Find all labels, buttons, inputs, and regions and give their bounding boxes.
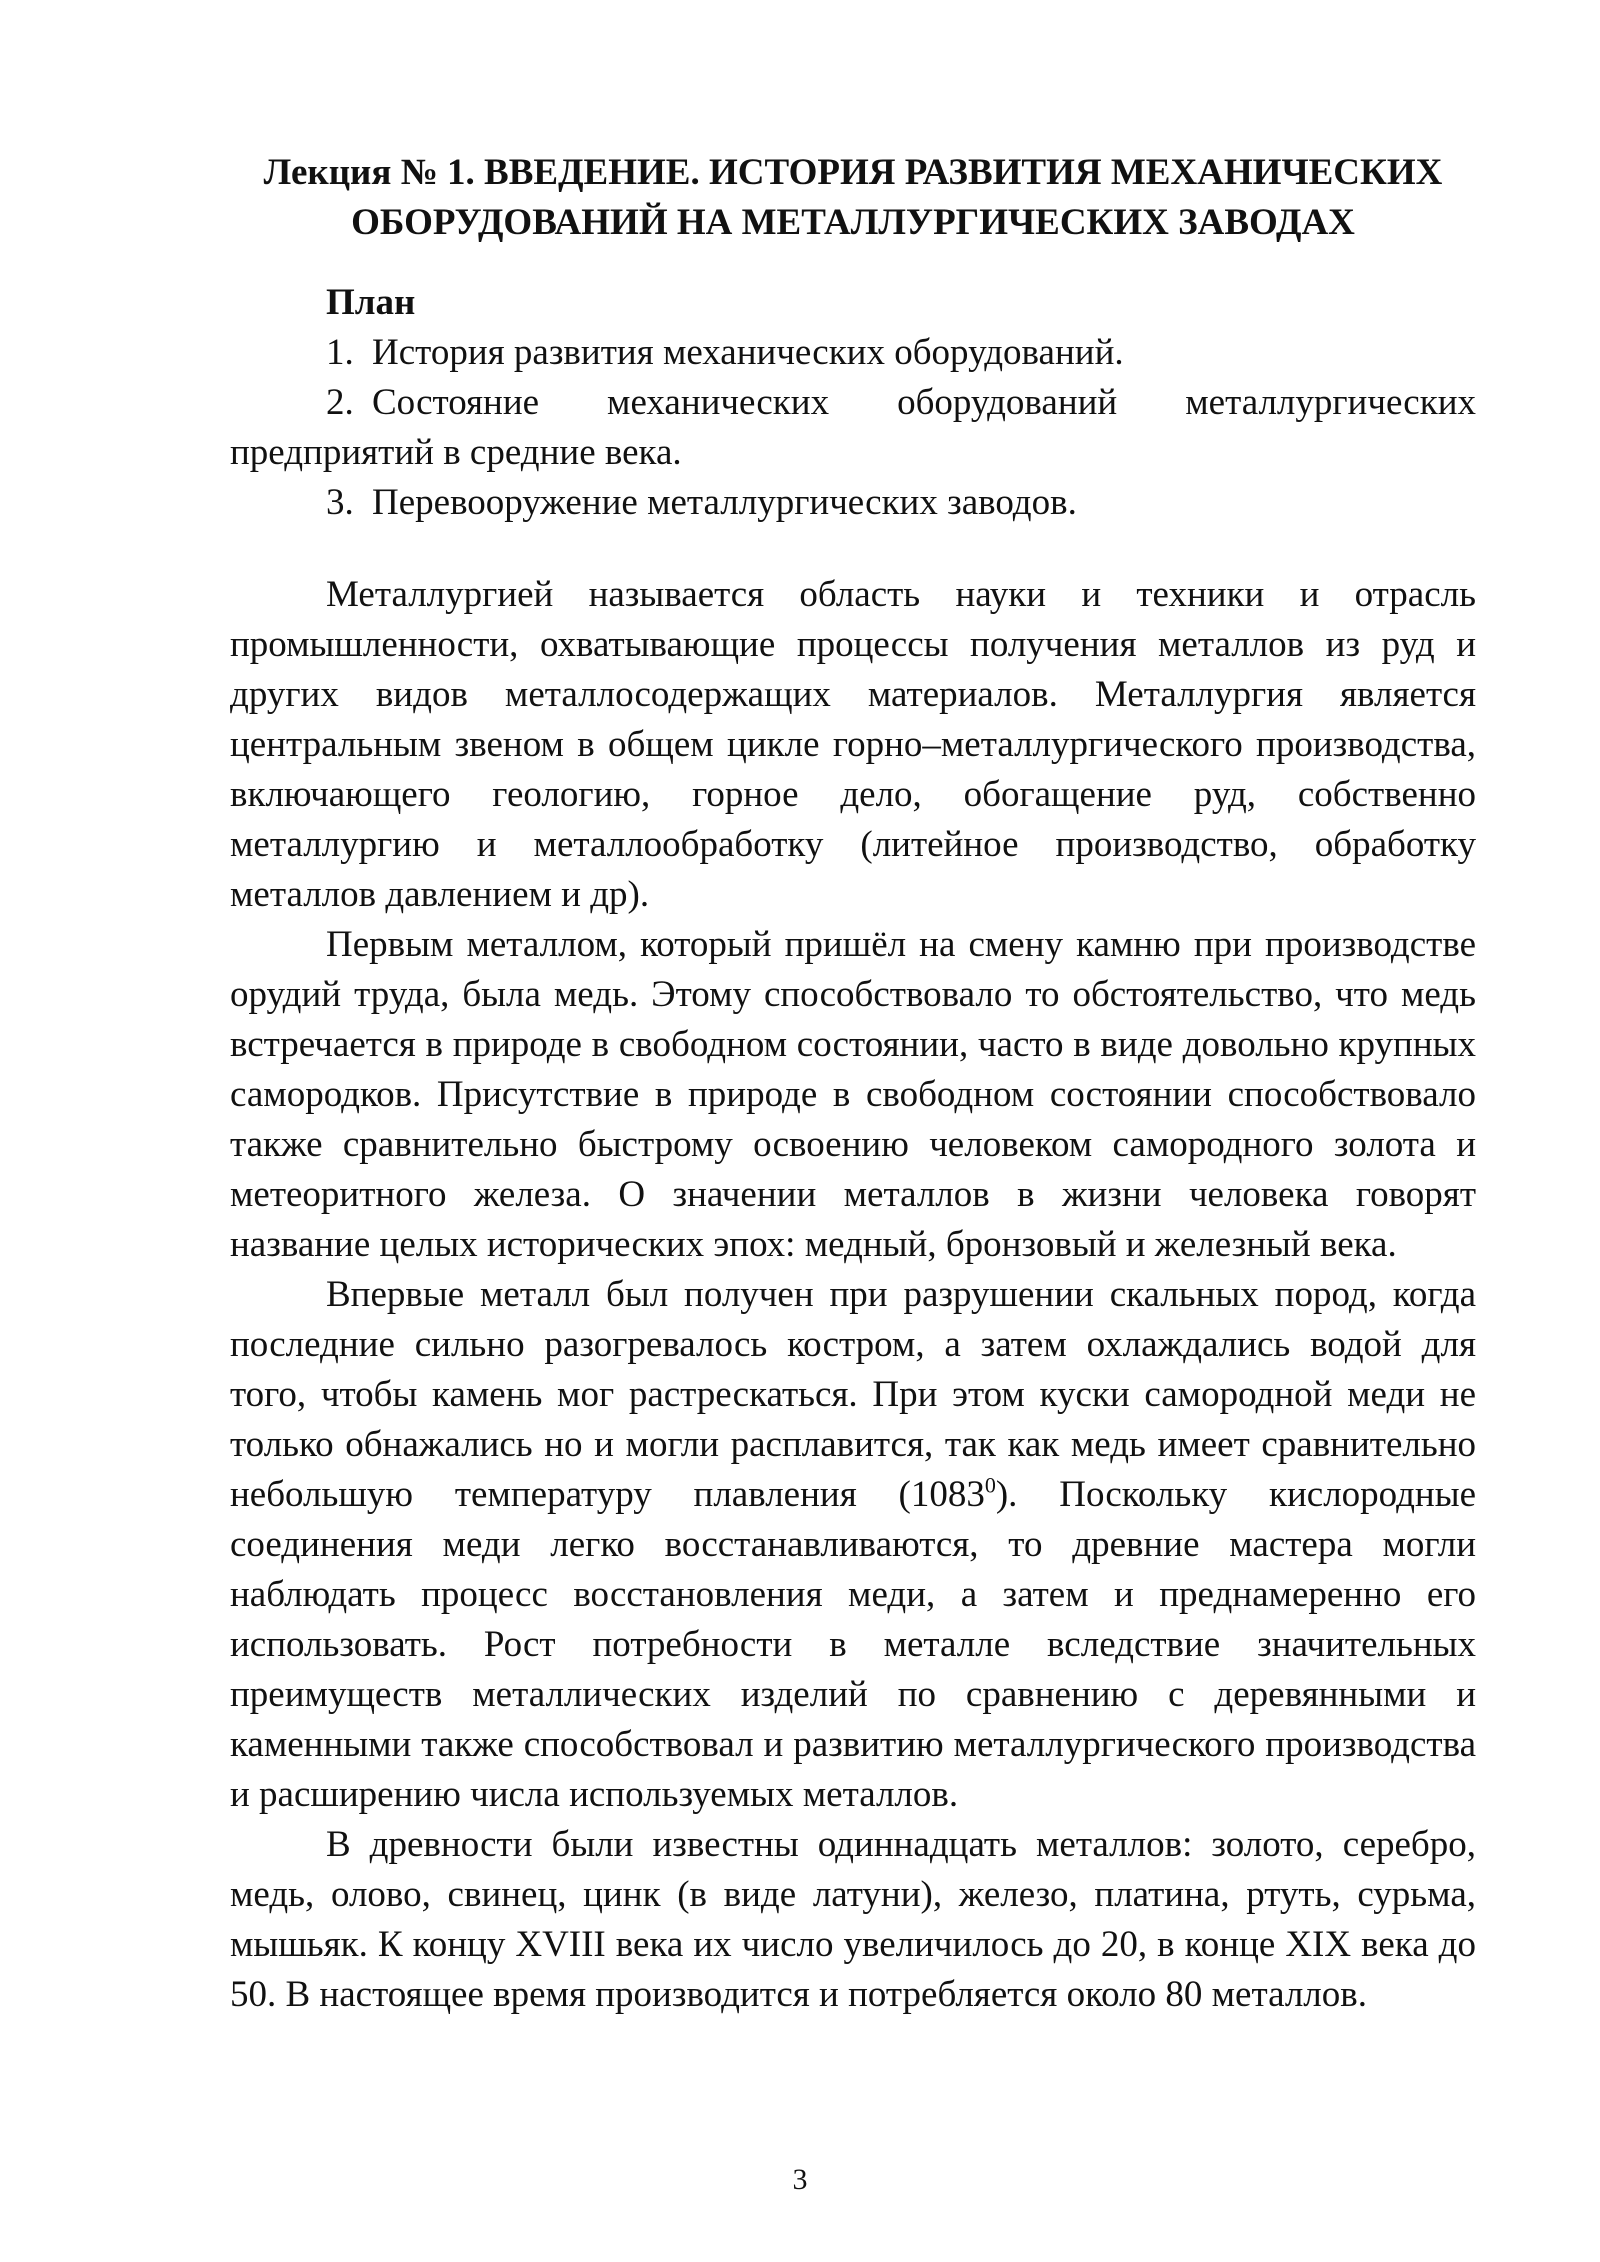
plan-item-2 (230, 378, 1476, 478)
degree-superscript: 0 (984, 1472, 996, 1498)
lecture-body (230, 570, 1476, 2020)
plan-item-1 (230, 328, 1476, 378)
paragraph-first-metal: Первым металлом, который пришёл на смену камню при производстве орудий труда, была медь. Этому способствовало то обстоятельство, что медь встречается в природе в свободном состоянии, часто в виде довольно крупных самородков. Присутствие в природе в свободном состоянии способствовало также сравнительно быстрому освоению человеком самородного золота и метеоритного железа. О значении металлов в жизни человека говорят название целых исторических эпох: медный, бронзовый и железный века. (230, 924, 1476, 1265)
page-number: 3 (792, 2163, 808, 2196)
paragraph-metallurgy-definition: Металлургией называется область науки и техники и отрасль промышленности, охватывающие процессы получения металлов из руд и других видов металлосодержащих материалов. Металлургия является центральным звеном в общем цикле горно–металлургического производства, включающего геологию, горное дело, обогащение руд, собственно металлургию и металлообработку (литейное производство, обработку металлов давлением и др). (230, 574, 1476, 915)
plan-item-number: 1. (326, 332, 354, 373)
lecture-title-line-2: ОБОРУДОВАНИЙ НА МЕТАЛЛУРГИЧЕСКИХ ЗАВОДАХ (351, 202, 1355, 243)
plan-item-text: История развития механических оборудований. (372, 332, 1124, 373)
paragraph-text: ). Поскольку кислородные соединения меди легко восстанавливаются, то древние мастера могли наблюдать процесс восстановления меди, а затем и преднамеренно его использовать. Рост потребности в металле вследствие значительных преимуществ металлических изделий по сравнению с деревянными и каменными также способствовал и развитию металлургического производства и расширению числа используемых металлов. (230, 1474, 1476, 1815)
plan-item-text: Состояние механических оборудований металлургических предприятий в средние века. (230, 382, 1476, 473)
lecture-title-line-1: Лекция № 1. ВВЕДЕНИЕ. ИСТОРИЯ РАЗВИТИЯ МЕХАНИЧЕСКИХ (263, 152, 1443, 193)
paragraph-text: Впервые металл был получен при разрушении скальных пород, когда последние сильно разогревалось костром, а затем охлаждались водой для того, чтобы камень мог растрескаться. При этом куски самородной меди не только обнажались но и могли расплавится, так как медь имеет сравнительно небольшую температуру плавления (1083 (230, 1274, 1476, 1515)
plan-item-text: Перевооружение металлургических заводов. (372, 482, 1077, 523)
paragraph-first-smelting (230, 1270, 1476, 1820)
plan-item-3 (230, 478, 1476, 528)
plan-heading: План (326, 282, 416, 323)
plan-item-number: 2. (326, 382, 354, 423)
plan-item-number: 3. (326, 482, 354, 523)
plan-list (230, 328, 1476, 528)
paragraph-known-metals: В древности были известны одиннадцать металлов: золото, серебро, медь, олово, свинец, цинк (в виде латуни), железо, платина, ртуть, сурьма, мышьяк. К концу XVIII века их число увеличилось до 20, в конце XIX века до 50. В настоящее время производится и потребляется около 80 металлов. (230, 1824, 1476, 2015)
lecture-title (230, 148, 1476, 248)
